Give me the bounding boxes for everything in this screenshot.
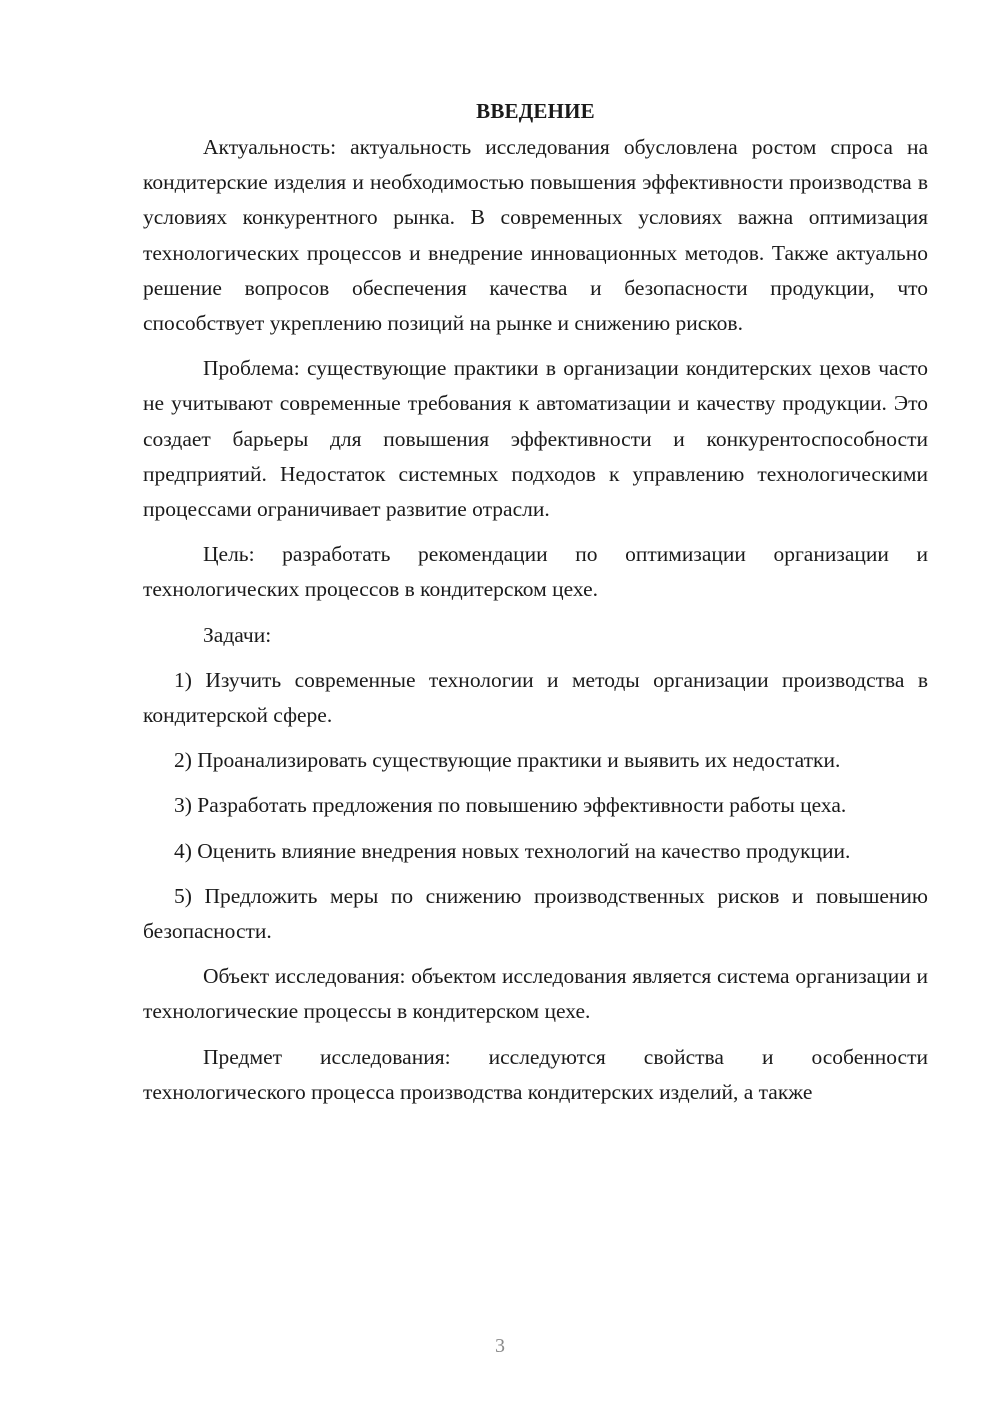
paragraph-subject: Предмет исследования: исследуются свойства и особенности технологического процесса производства кондитерских изделий, а также (143, 1044, 928, 1104)
paragraph-goal: Цель: разработать рекомендации по оптимизации организации и технологических процессов в кондитерском цехе. (143, 542, 928, 602)
task-item-1: 1) Изучить современные технологии и методы организации производства в кондитерской сфере. (143, 667, 928, 728)
tasks-heading: Задачи: (203, 622, 272, 647)
paragraph-relevance: Актуальность: актуальность исследования обусловлена ростом спроса на кондитерские изделия и необходимостью повышения эффективности производства в условиях конкурентного рынка. В современных условиях важна оптимизация технологических процессов и внедрение инновационных методов. Также актуально решение вопросов обеспечения качества и безопасности продукции, что способствует укреплению позиций на рынке и снижению рисков. (143, 135, 928, 336)
page-number: 3 (495, 1335, 505, 1357)
paragraph-problem: Проблема: существующие практики в организации кондитерских цехов часто не учитывают современные требования к автоматизации и качеству продукции. Это создает барьеры для повышения эффективности и конкурентоспособности предприятий. Недостаток системных подходов к управлению технологическими процессами ограничивает развитие отрасли. (143, 356, 928, 522)
paragraph-object: Объект исследования: объектом исследования является система организации и технологические процессы в кондитерском цехе. (143, 964, 928, 1024)
task-item-5: 5) Предложить меры по снижению производственных рисков и повышению безопасности. (143, 883, 928, 944)
task-item-4: 4) Оценить влияние внедрения новых технологий на качество продукции. (174, 838, 851, 863)
document-body (143, 96, 928, 1120)
task-item-2: 2) Проанализировать существующие практики и выявить их недостатки. (174, 748, 841, 773)
page-title: ВВЕДЕНИЕ (476, 99, 595, 123)
task-item-3: 3) Разработать предложения по повышению эффективности работы цеха. (174, 793, 847, 818)
